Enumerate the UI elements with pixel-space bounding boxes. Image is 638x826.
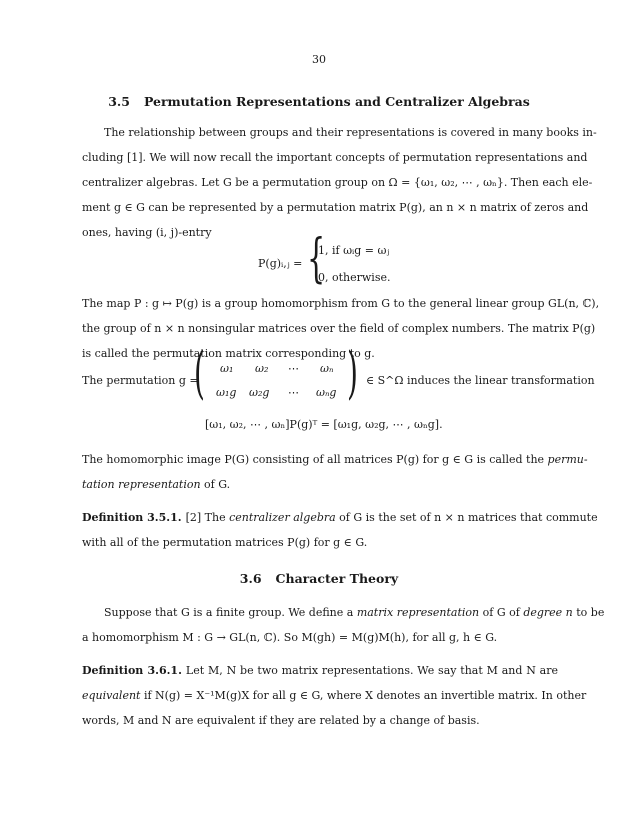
paragraph-line: cluding [1]. We will now recall the important concepts of permutation representations and xyxy=(82,151,588,164)
matrix-cell: ⋯ xyxy=(288,386,299,399)
paragraph-line: is called the permutation matrix corresponding to g. xyxy=(82,347,375,360)
text-span: The homomorphic image P(G) consisting of all matrices P(g) for g ∈ G is called the xyxy=(82,453,548,466)
definition-3-6-1 xyxy=(82,664,558,678)
text-span: of G is the set of n × n matrices that commute xyxy=(335,511,598,524)
emphasis: degree n xyxy=(523,606,573,619)
paragraph-line: centralizer algebras. Let G be a permutation group on Ω = {ω₁, ω₂, ⋯ , ωₙ}. Then each ele- xyxy=(82,176,593,189)
equation-case: 1, if ωᵢg = ωⱼ xyxy=(318,244,390,257)
section-heading-3-5 xyxy=(0,95,638,109)
matrix-cell: ωₙg xyxy=(316,386,337,399)
paragraph-line: a homomorphism M : G → GL(n, ℂ). So M(gh) = M(g)M(h), for all g, h ∈ G. xyxy=(82,631,498,644)
paragraph-line: words, M and N are equivalent if they are related by a change of basis. xyxy=(82,714,480,727)
paragraph-line: with all of the permutation matrices P(g) for g ∈ G. xyxy=(82,536,368,549)
left-parenthesis: ( xyxy=(194,341,205,406)
section-number: 3.5 xyxy=(108,94,130,109)
text-span: of G of xyxy=(479,606,524,619)
equation-lead: The permutation g = xyxy=(82,374,199,387)
section-title: Character Theory xyxy=(275,571,399,586)
page-number: 30 xyxy=(312,53,326,66)
section-number: 3.6 xyxy=(239,571,262,586)
matrix-cell: ⋯ xyxy=(288,362,299,375)
matrix-cell: ω₂g xyxy=(249,386,270,399)
matrix-cell: ω₁g xyxy=(216,386,237,399)
left-brace: { xyxy=(307,229,326,289)
text-span: to be xyxy=(572,606,605,619)
definition-3-5-1 xyxy=(82,511,598,525)
text-span: [2] The xyxy=(185,511,230,524)
text-span: Let M, N be two matrix representations. We say that M and N are xyxy=(185,664,558,677)
matrix-cell: ω₂ xyxy=(255,362,269,375)
definition-label: Definition 3.5.1. xyxy=(82,511,182,524)
definition-label: Definition 3.6.1. xyxy=(82,664,182,677)
paragraph-line: The map P : g ↦ P(g) is a group homomorphism from G to the general linear group GL(n, ℂ), xyxy=(82,297,600,310)
text-span: if N(g) = X⁻¹M(g)X for all g ∈ G, where X denotes an invertible matrix. In other xyxy=(140,689,587,702)
text-span: of G. xyxy=(200,478,231,491)
equation-case: 0, otherwise. xyxy=(318,271,391,284)
emphasis: matrix representation xyxy=(356,606,480,619)
emphasis: centralizer algebra xyxy=(229,511,336,524)
matrix-cell: ωₙ xyxy=(320,362,334,375)
paragraph-line: ones, having (i, j)-entry xyxy=(82,226,212,239)
paragraph-line xyxy=(82,689,587,703)
paragraph-line xyxy=(82,478,230,492)
paragraph-line: The relationship between groups and their representations is covered in many books in- xyxy=(104,126,597,139)
paragraph-line xyxy=(82,453,588,467)
section-title: Permutation Representations and Centralizer Algebras xyxy=(143,94,530,109)
text-span: Suppose that G is a finite group. We define a xyxy=(104,606,357,619)
emphasis: permu- xyxy=(547,453,588,466)
emphasis: tation representation xyxy=(82,478,201,491)
matrix-cell: ω₁ xyxy=(220,362,234,375)
equation-lhs: P(g)ᵢ,ⱼ = xyxy=(258,257,303,270)
paragraph-line: ment g ∈ G can be represented by a permutation matrix P(g), an n × n matrix of zeros and xyxy=(82,201,589,214)
paragraph-line xyxy=(82,606,605,620)
equation-tail: ∈ S^Ω induces the linear transformation xyxy=(366,374,595,387)
emphasis: equivalent xyxy=(82,689,141,702)
equation-line: [ω₁, ω₂, ⋯ , ωₙ]P(g)ᵀ = [ω₁g, ω₂g, ⋯ , ωₙg]. xyxy=(205,418,443,431)
paragraph-line: the group of n × n nonsingular matrices over the field of complex numbers. The matrix P(g) xyxy=(82,322,596,335)
section-heading-3-6 xyxy=(0,572,638,586)
right-parenthesis: ) xyxy=(347,341,358,406)
